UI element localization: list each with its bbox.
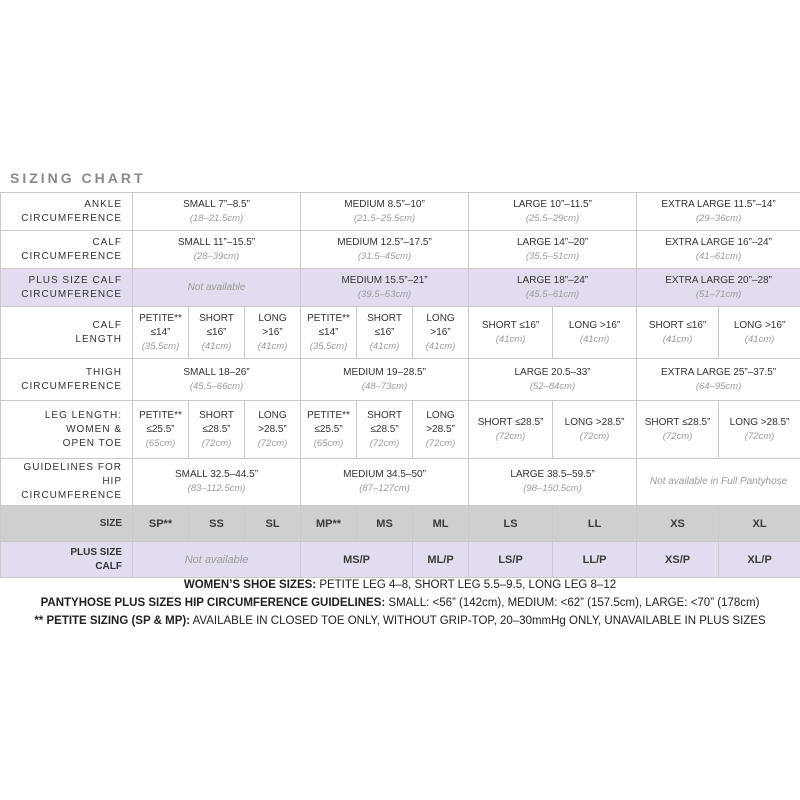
size-code: MS	[357, 506, 413, 542]
length-cell: SHORT ≤16” (41cm)	[637, 307, 719, 359]
size-cell: EXTRA LARGE 25”–37.5” (64–95cm)	[637, 359, 800, 401]
size-cell: SMALL 18–26” (45.5–66cm)	[133, 359, 301, 401]
size-cell: MEDIUM 8.5”–10” (21.5–25.5cm)	[301, 193, 469, 231]
size-cell: EXTRA LARGE 11.5”–14” (29–36cm)	[637, 193, 800, 231]
size-cell: EXTRA LARGE 16”–24” (41–61cm)	[637, 231, 800, 269]
size-code: SP**	[133, 506, 189, 542]
length-cell: PETITE** ≤25.5” (65cm)	[133, 401, 189, 459]
row-header: CALF LENGTH	[1, 307, 133, 359]
size-code: SL	[245, 506, 301, 542]
calf-length-row	[1, 307, 800, 359]
thigh-row	[1, 359, 800, 401]
size-code: XS	[637, 506, 719, 542]
size-cell: MEDIUM 15.5”–21” (39.5–53cm)	[301, 269, 469, 307]
row-header: THIGH CIRCUMFERENCE	[1, 359, 133, 401]
length-cell: PETITE** ≤14” (35.5cm)	[301, 307, 357, 359]
plus-sizes-note: PANTYHOSE PLUS SIZES HIP CIRCUMFERENCE GUIDELINES: SMALL: <56” (142cm), MEDIUM: <62” (157.5cm), LARGE: <70” (178cm)	[40, 597, 760, 609]
row-header: CALF CIRCUMFERENCE	[1, 231, 133, 269]
row-header: PLUS SIZE CALF CIRCUMFERENCE	[1, 269, 133, 307]
length-cell: SHORT ≤16” (41cm)	[189, 307, 245, 359]
length-cell: SHORT ≤28.5” (72cm)	[357, 401, 413, 459]
not-available-cell: Not available	[133, 269, 301, 307]
petite-sizing-note: ** PETITE SIZING (SP & MP): AVAILABLE IN CLOSED TOE ONLY, WITHOUT GRIP-TOP, 20–30mmHg ONLY, UNAVAILABLE IN PLUS SIZES	[34, 615, 766, 627]
footnotes	[0, 576, 800, 630]
size-cell: MEDIUM 34.5–50” (87–127cm)	[301, 459, 469, 506]
row-header: GUIDELINES FOR HIP CIRCUMFERENCE	[1, 459, 133, 506]
size-cell: MEDIUM 12.5”–17.5” (31.5–45cm)	[301, 231, 469, 269]
not-available-cell: Not available in Full Pantyhose	[637, 459, 800, 506]
length-cell: SHORT ≤16” (41cm)	[357, 307, 413, 359]
length-cell: SHORT ≤16” (41cm)	[469, 307, 553, 359]
page-title: SIZING CHART	[10, 170, 146, 186]
size-cell: SMALL 32.5–44.5” (83–112.5cm)	[133, 459, 301, 506]
row-header: ANKLE CIRCUMFERENCE	[1, 193, 133, 231]
hip-row	[1, 459, 800, 506]
length-cell: LONG >28.5” (72cm)	[413, 401, 469, 459]
plus-calf-row	[1, 269, 800, 307]
size-cell: LARGE 10”–11.5” (25.5–29cm)	[469, 193, 637, 231]
size-row	[1, 506, 800, 542]
length-cell: LONG >16” (41cm)	[553, 307, 637, 359]
length-cell: LONG >16” (41cm)	[413, 307, 469, 359]
size-code: XL	[719, 506, 800, 542]
size-code: MP**	[301, 506, 357, 542]
sizing-chart-table	[0, 192, 800, 578]
size-cell: EXTRA LARGE 20”–28” (51–71cm)	[637, 269, 800, 307]
calf-circumference-row	[1, 231, 800, 269]
size-cell: LARGE 20.5–33” (52–84cm)	[469, 359, 637, 401]
size-code: ML	[413, 506, 469, 542]
not-available-cell: Not available	[133, 542, 301, 578]
length-cell: LONG >28.5” (72cm)	[245, 401, 301, 459]
size-code: XL/P	[719, 542, 800, 578]
size-code: ML/P	[413, 542, 469, 578]
size-code: XS/P	[637, 542, 719, 578]
length-cell: SHORT ≤28.5” (72cm)	[189, 401, 245, 459]
plus-size-row	[1, 542, 800, 578]
size-code: LS	[469, 506, 553, 542]
size-cell: LARGE 38.5–59.5” (98–150.5cm)	[469, 459, 637, 506]
row-header: PLUS SIZE CALF	[1, 542, 133, 578]
shoe-sizes-note: WOMEN’S SHOE SIZES: PETITE LEG 4–8, SHORT LEG 5.5–9.5, LONG LEG 8–12	[183, 579, 617, 591]
length-cell: LONG >28.5” (72cm)	[553, 401, 637, 459]
size-code: SS	[189, 506, 245, 542]
length-cell: SHORT ≤28.5” (72cm)	[637, 401, 719, 459]
size-cell: MEDIUM 19–28.5” (48–73cm)	[301, 359, 469, 401]
size-cell: SMALL 11”–15.5” (28–39cm)	[133, 231, 301, 269]
row-header: SIZE	[1, 506, 133, 542]
length-cell: LONG >16” (41cm)	[719, 307, 800, 359]
size-code: LL/P	[553, 542, 637, 578]
length-cell: PETITE** ≤14” (35.5cm)	[133, 307, 189, 359]
size-code: LL	[553, 506, 637, 542]
size-cell: LARGE 14”–20” (35.5–51cm)	[469, 231, 637, 269]
leg-length-row	[1, 401, 800, 459]
size-code: MS/P	[301, 542, 413, 578]
row-header: LEG LENGTH: WOMEN & OPEN TOE	[1, 401, 133, 459]
size-code: LS/P	[469, 542, 553, 578]
length-cell: LONG >16” (41cm)	[245, 307, 301, 359]
length-cell: LONG >28.5” (72cm)	[719, 401, 800, 459]
ankle-row	[1, 193, 800, 231]
size-cell: LARGE 18”–24” (45.5–61cm)	[469, 269, 637, 307]
length-cell: SHORT ≤28.5” (72cm)	[469, 401, 553, 459]
length-cell: PETITE** ≤25.5” (65cm)	[301, 401, 357, 459]
size-cell: SMALL 7”–8.5” (18–21.5cm)	[133, 193, 301, 231]
